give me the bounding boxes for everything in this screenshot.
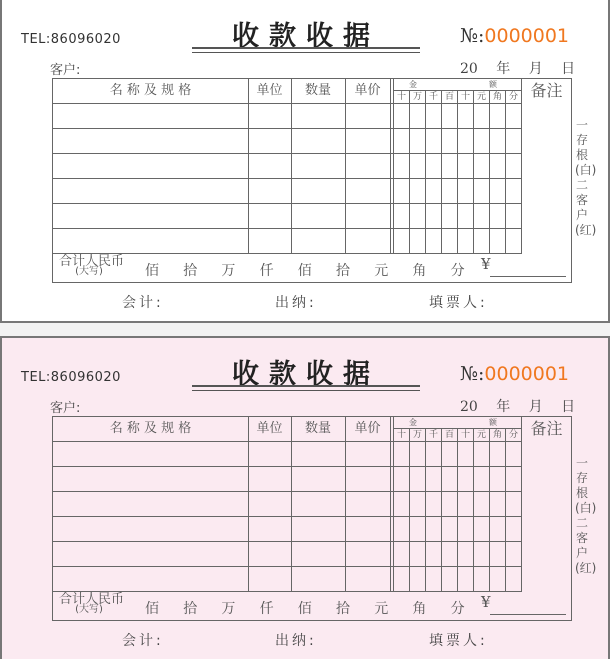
- customer-label: 客户:: [50, 401, 81, 416]
- total-sub: (大写): [75, 266, 103, 277]
- item-row-input[interactable]: [54, 442, 248, 466]
- grid-line: [473, 429, 474, 591]
- digit-header: 分: [508, 92, 518, 102]
- header-unit-price: 单价: [354, 83, 381, 98]
- total-unit: 拾: [336, 601, 350, 617]
- issuer-label: 填票人:: [429, 295, 488, 311]
- item-row-input[interactable]: [54, 129, 248, 153]
- customer-label: 客户:: [50, 63, 81, 78]
- receipt-form-pink: [0, 336, 610, 659]
- digit-header: 十: [396, 92, 406, 102]
- item-row-input[interactable]: [54, 542, 248, 566]
- digit-header: 元: [476, 430, 486, 440]
- total-label: 合计人民币: [59, 592, 125, 607]
- total-amount-underline: [490, 276, 566, 277]
- grid-line: [345, 417, 346, 591]
- receipt-title: 收款收据: [232, 359, 380, 390]
- grid-line: [393, 417, 394, 591]
- customer-field[interactable]: [86, 398, 386, 414]
- digit-header: 百: [444, 92, 454, 102]
- grid-line: [409, 429, 410, 591]
- date-field[interactable]: 20 年 月 日: [460, 61, 576, 77]
- header-unit-price: 单价: [354, 421, 381, 436]
- grid-line: [291, 79, 292, 253]
- date-field[interactable]: 20 年 月 日: [460, 399, 576, 415]
- header-amount-left: 金: [409, 80, 417, 89]
- number-label: №:: [460, 363, 485, 385]
- total-unit: 元: [374, 263, 389, 279]
- total-unit: 仟: [259, 263, 274, 279]
- grid-line: [441, 429, 442, 591]
- header-quantity: 数量: [304, 83, 331, 98]
- digit-header: 十: [460, 430, 470, 440]
- total-unit: 拾: [183, 263, 198, 279]
- total-unit: 佰: [145, 263, 159, 279]
- number-value: 0000001: [484, 25, 570, 47]
- number-label: №:: [460, 25, 485, 47]
- total-label: 合计人民币: [59, 254, 125, 269]
- header-unit: 单位: [256, 83, 283, 98]
- total-label-block: [59, 254, 125, 277]
- total-unit: 元: [374, 601, 389, 617]
- header-amount-right: 额: [489, 418, 497, 427]
- header-amount-right: 额: [489, 80, 497, 89]
- total-unit: 分: [450, 263, 465, 279]
- phone-number: TEL:86096020: [21, 370, 121, 385]
- item-row-input[interactable]: [54, 204, 248, 228]
- total-unit: 角: [412, 601, 427, 617]
- grid-line: [425, 429, 426, 591]
- item-row-input[interactable]: [54, 104, 248, 128]
- grid-line: [489, 91, 490, 253]
- receipt-number: [460, 25, 569, 47]
- header-remark: 备注: [530, 81, 563, 100]
- item-row-input[interactable]: [54, 229, 248, 253]
- item-row-input[interactable]: [54, 179, 248, 203]
- grid-line: [248, 79, 249, 253]
- number-value: 0000001: [484, 363, 570, 385]
- grid-line: [489, 429, 490, 591]
- digit-header: 万: [412, 430, 422, 440]
- total-amount-input[interactable]: [490, 595, 566, 614]
- accountant-label: 会计:: [122, 633, 164, 649]
- digit-header: 分: [508, 430, 518, 440]
- grid-line: [390, 79, 391, 253]
- receipt-title: 收款收据: [232, 21, 380, 52]
- total-unit: 角: [412, 263, 427, 279]
- digit-header: 十: [396, 430, 406, 440]
- total-unit: 仟: [259, 601, 274, 617]
- customer-field[interactable]: [86, 60, 386, 76]
- item-row-input[interactable]: [54, 467, 248, 491]
- grid-line: [441, 91, 442, 253]
- total-unit: 佰: [297, 263, 312, 279]
- header-unit: 单位: [256, 421, 283, 436]
- title-underline: [192, 385, 420, 391]
- grid-line: [345, 79, 346, 253]
- total-unit: 拾: [183, 601, 198, 617]
- receipt-number: [460, 363, 569, 385]
- header-quantity: 数量: [304, 421, 331, 436]
- remark-input[interactable]: [522, 104, 572, 253]
- items-table: [52, 416, 572, 621]
- cashier-label: 出纳:: [275, 633, 317, 649]
- grid-line: [457, 429, 458, 591]
- total-unit: 佰: [145, 601, 159, 617]
- grid-line: [390, 417, 391, 591]
- copy-distribution-note: 一存根(白)二客户(红): [575, 456, 597, 575]
- grid-line: [505, 429, 506, 591]
- grid-line: [291, 417, 292, 591]
- header-name-spec: 名 称 及 规 格: [109, 421, 192, 436]
- item-row-input[interactable]: [54, 567, 248, 591]
- digit-header: 千: [428, 92, 438, 102]
- total-unit: 佰: [297, 601, 312, 617]
- digit-header: 元: [476, 92, 486, 102]
- digit-header: 十: [460, 92, 470, 102]
- digit-header: 角: [492, 92, 502, 102]
- total-unit: 万: [221, 263, 236, 279]
- total-amount-underline: [490, 614, 566, 615]
- accountant-label: 会计:: [122, 295, 164, 311]
- title-underline: [192, 47, 420, 53]
- total-unit: 分: [450, 601, 465, 617]
- total-unit: 万: [221, 601, 236, 617]
- header-amount-left: 金: [409, 418, 417, 427]
- yen-sign: ¥: [481, 593, 491, 611]
- item-row-input[interactable]: [54, 517, 248, 541]
- total-amount-input[interactable]: [490, 257, 566, 276]
- copy-distribution-note: 一存根(白)二客户(红): [575, 118, 597, 237]
- grid-line: [505, 91, 506, 253]
- grid-line: [425, 91, 426, 253]
- grid-line: [409, 91, 410, 253]
- grid-line: [457, 91, 458, 253]
- item-row-input[interactable]: [54, 492, 248, 516]
- digit-header: 百: [444, 430, 454, 440]
- items-table: [52, 78, 572, 283]
- receipt-form-white: [0, 0, 610, 323]
- grid-line: [248, 417, 249, 591]
- cashier-label: 出纳:: [275, 295, 317, 311]
- grid-line: [473, 91, 474, 253]
- grid-line: [393, 79, 394, 253]
- phone-number: TEL:86096020: [21, 32, 121, 47]
- digit-header: 千: [428, 430, 438, 440]
- total-sub: (大写): [75, 604, 103, 615]
- digit-header: 角: [492, 430, 502, 440]
- header-name-spec: 名 称 及 规 格: [109, 83, 192, 98]
- total-label-block: [59, 592, 125, 615]
- issuer-label: 填票人:: [429, 633, 488, 649]
- yen-sign: ¥: [481, 255, 491, 273]
- total-unit: 拾: [336, 263, 350, 279]
- header-remark: 备注: [530, 419, 563, 438]
- digit-header: 万: [412, 92, 422, 102]
- remark-input[interactable]: [522, 442, 572, 591]
- item-row-input[interactable]: [54, 154, 248, 178]
